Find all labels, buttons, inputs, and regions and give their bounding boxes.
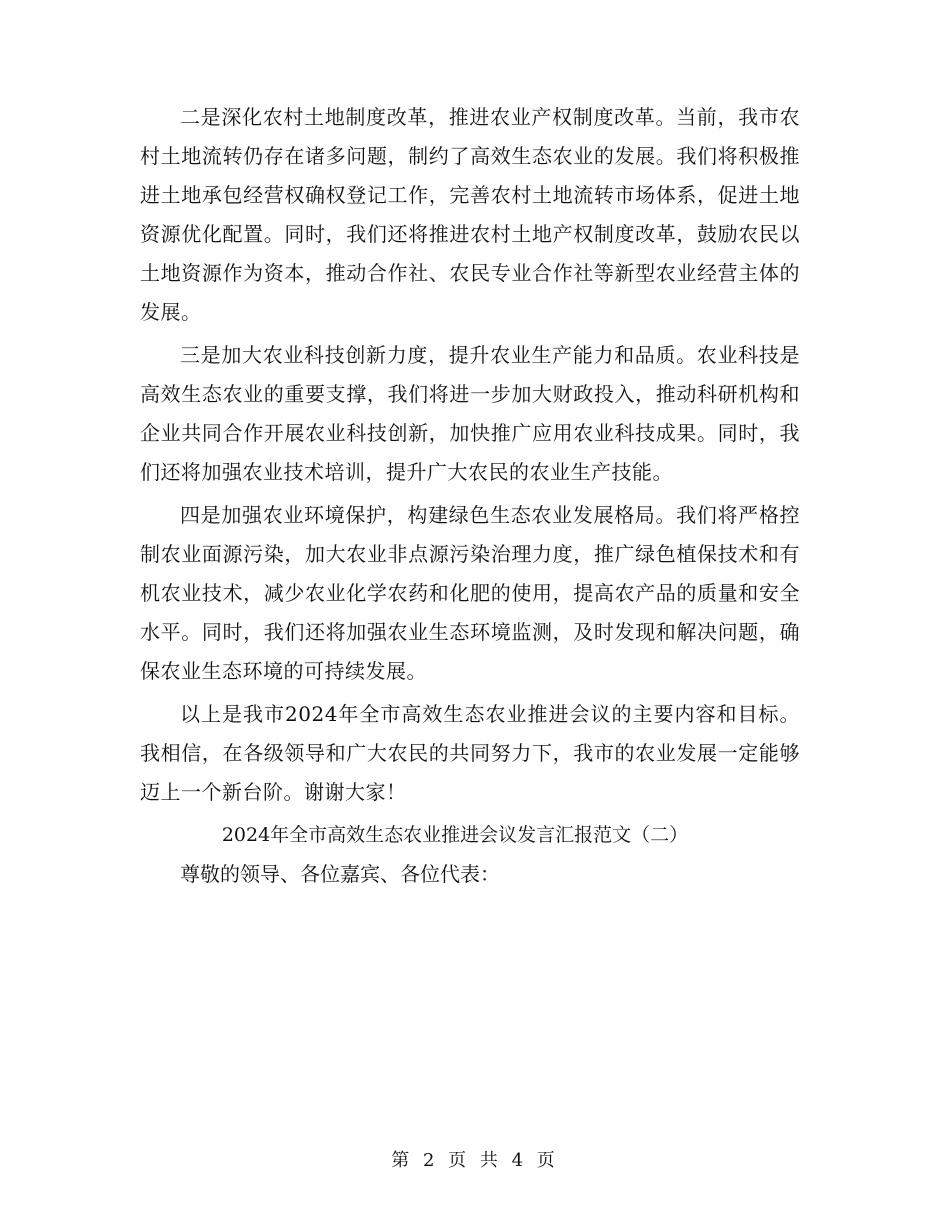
paragraph-environment: 四是加强农业环境保护，构建绿色生态农业发展格局。我们将严格控制农业面源污染，加大农业非点源污染治理力度，推广绿色植保技术和有机农业技术，减少农业化学农药和化肥的使用，提高农产品的质量和安全水平。同时，我们还将加强农业生态环境监测，及时发现和解决问题，确保农业生态环境的可持续发展。 xyxy=(140,503,800,683)
greeting-line: 尊敬的领导、各位嘉宾、各位代表： xyxy=(180,862,500,886)
paragraph-conclusion: 以上是我市2024年全市高效生态农业推进会议的主要内容和目标。我相信，在各级领导和广大农民的共同努力下，我市的农业发展一定能够迈上一个新台阶。谢谢大家！ xyxy=(140,702,800,804)
section-subtitle: 2024年全市高效生态农业推进会议发言汇报范文（二） xyxy=(221,824,689,846)
page-number-footer: 第 2 页 共 4 页 xyxy=(391,1150,559,1171)
document-body xyxy=(140,98,800,894)
paragraph-tech-innovation: 三是加大农业科技创新力度，提升农业生产能力和品质。农业科技是高效生态农业的重要支撑，我们将进一步加大财政投入，推动科研机构和企业共同合作开展农业科技创新，加快推广应用农业科技成果。同时，我们还将加强农业技术培训，提升广大农民的农业生产技能。 xyxy=(140,343,800,484)
paragraph-land-reform: 二是深化农村土地制度改革，推进农业产权制度改革。当前，我市农村土地流转仍存在诸多问题，制约了高效生态农业的发展。我们将积极推进土地承包经营权确权登记工作，完善农村土地流转市场体系，促进土地资源优化配置。同时，我们还将推进农村土地产权制度改革，鼓励农民以土地资源作为资本，推动合作社、农民专业合作社等新型农业经营主体的发展。 xyxy=(140,105,800,324)
